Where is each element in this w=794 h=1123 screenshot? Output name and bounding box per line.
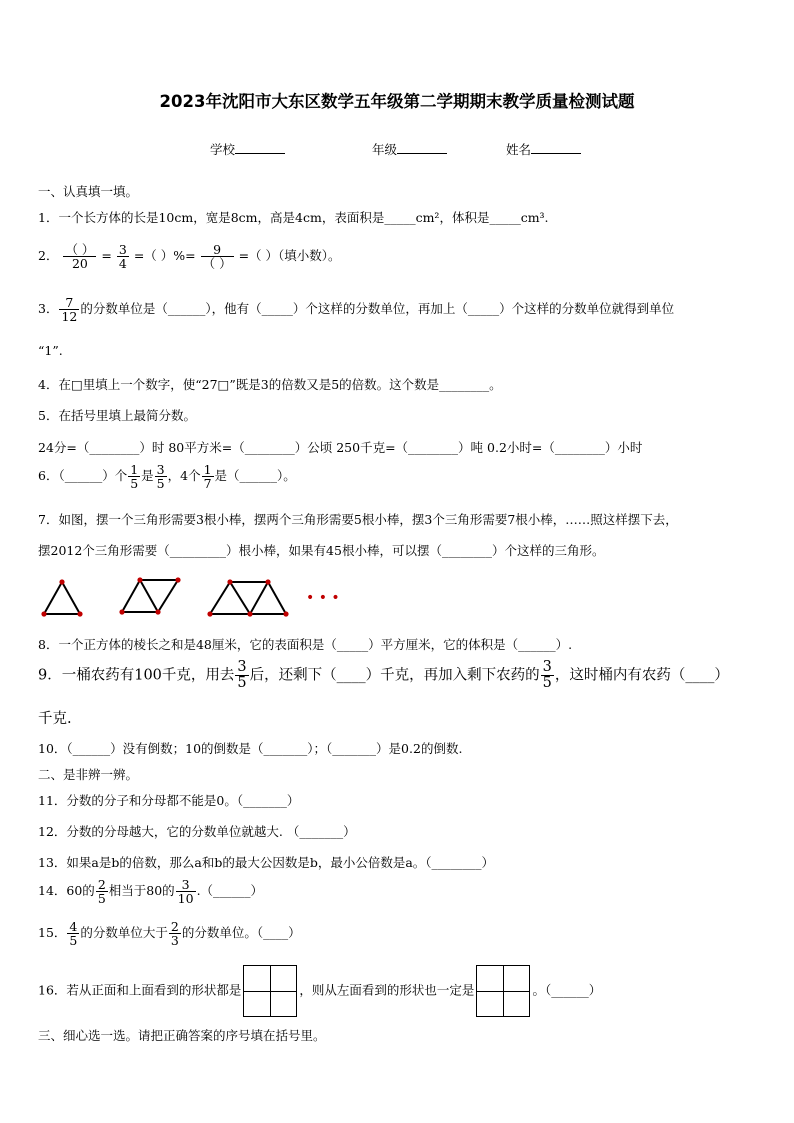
question-11: 11．分数的分子和分母都不能是0。（_______） [38, 793, 300, 808]
fraction: $\frac{4}{5}$ [69, 919, 78, 949]
stick-joint [227, 579, 232, 584]
fraction: $\frac{3}{4}$ [118, 242, 127, 272]
fraction: $\frac{3}{5}$ [237, 659, 247, 692]
fraction: $\frac{1}{7}$ [203, 462, 212, 492]
grade-field [372, 140, 447, 158]
triangle-3-sticks-a [210, 582, 250, 614]
section-3-heading: 三、细心选一选。请把正确答案的序号填在括号里。 [38, 1028, 326, 1043]
triangle-sticks-figure [36, 572, 346, 622]
question-2: 2． $\frac{( )}{20}$ = $\frac{3}{4}$ =（ ）%= $\frac{9}{( )}$ =（ ）（填小数）。 [38, 242, 341, 272]
square-grid-figure [243, 965, 297, 1017]
stick-joint [247, 611, 252, 616]
question-3-cont: “1”. [38, 343, 63, 358]
triangle-3-sticks-b [230, 582, 286, 614]
fraction: $\frac{3}{5}$ [542, 659, 552, 692]
stick-joint [41, 611, 46, 616]
name-label: 姓名 [506, 142, 532, 157]
school-field [210, 140, 285, 158]
stick-joint [59, 579, 64, 584]
question-12: 12．分数的分母越大，它的分数单位就越大. （_______） [38, 824, 356, 839]
stick-joint [77, 611, 82, 616]
name-field [506, 140, 581, 158]
question-8: 8．一个正方体的棱长之和是48厘米，它的表面积是（_____）平方厘米，它的体积是（______）. [38, 637, 573, 652]
school-blank[interactable] [235, 141, 285, 154]
section-2-heading: 二、是非辨一辨。 [38, 767, 139, 782]
fraction: $\frac{2}{3}$ [170, 919, 179, 949]
grade-blank[interactable] [397, 141, 447, 154]
triangle-2-sticks-a [122, 580, 158, 612]
fraction: $\frac{1}{5}$ [130, 462, 139, 492]
question-13: 13．如果a是b的倍数，那么a和b的最大公因数是b，最小公倍数是a。（________） [38, 855, 495, 870]
question-4: 4．在□里填上一个数字，使“27□”既是3的倍数又是5的倍数。这个数是________。 [38, 377, 502, 392]
question-6: 6．（______）个 $\frac{1}{5}$ 是 $\frac{3}{5}$ ，4个 $\frac{1}{7}$ 是（______）。 [38, 462, 296, 492]
question-16: 16．若从正面和上面看到的形状都是 ，则从左面看到的形状也一定是 。（______） [38, 965, 601, 1017]
fraction: $\frac{3}{10}$ [177, 877, 194, 907]
fraction: $\frac{( )}{20}$ [65, 242, 95, 272]
fraction: $\frac{3}{5}$ [156, 462, 165, 492]
question-7-line-1: 7．如图，摆一个三角形需要3根小棒，摆两个三角形需要5根小棒，摆3个三角形需要7根小棒，……照这样摆下去， [38, 512, 678, 527]
question-1: 1．一个长方体的长是10cm，宽是8cm，高是4cm，表面积是_____cm²，体积是_____cm³. [38, 210, 549, 225]
stick-joint [207, 611, 212, 616]
grade-label: 年级 [372, 142, 398, 157]
stick-joint [119, 609, 124, 614]
question-5: 5．在括号里填上最简分数。 [38, 408, 196, 423]
question-15: 15． $\frac{4}{5}$ 的分数单位大于 $\frac{2}{3}$ 的分数单位。（____） [38, 919, 301, 949]
triangle-2-sticks-b [140, 580, 178, 612]
stick-joint [137, 577, 142, 582]
stick-joint [283, 611, 288, 616]
stick-joint [265, 579, 270, 584]
fraction: $\frac{2}{5}$ [97, 877, 106, 907]
question-5-items: 24分=（________）时 80平方米=（________）公顷 250千克=（________）吨 0.2小时=（________）小时 [38, 440, 643, 455]
square-grid-figure [476, 965, 530, 1017]
question-10: 10．（______）没有倒数；10的倒数是（_______）；（_______）是0.2的倒数. [38, 741, 463, 756]
fraction: $\frac{9}{( )}$ [202, 242, 232, 272]
question-9: 9．一桶农药有100千克，用去 $\frac{3}{5}$ 后，还剩下（____）千克，再加入剩下农药的 $\frac{3}{5}$ ，这时桶内有农药（____） [38, 659, 729, 692]
question-14: 14．60的 $\frac{2}{5}$ 相当于80的 $\frac{3}{10}$ .（______） [38, 877, 264, 907]
stick-joint [155, 609, 160, 614]
section-1-heading: 一、认真填一填。 [38, 184, 139, 199]
question-3: 3． $\frac{7}{12}$ 的分数单位是（______），他有（_____）个这样的分数单位，再加上（_____）个这样的分数单位就得到单位 [38, 295, 675, 325]
stick-joint [175, 577, 180, 582]
name-blank[interactable] [531, 141, 581, 154]
page-title: 2023年沈阳市大东区数学五年级第二学期期末教学质量检测试题 [159, 92, 635, 111]
question-9-cont: 千克. [38, 711, 72, 727]
question-7-line-2: 摆2012个三角形需要（_________）根小棒，如果有45根小棒，可以摆（________）个这样的三角形。 [38, 543, 605, 558]
continuation-dots: • • • [306, 590, 340, 606]
triangle-1-sticks [44, 582, 80, 614]
fraction: $\frac{7}{12}$ [61, 295, 78, 325]
school-label: 学校 [210, 142, 236, 157]
